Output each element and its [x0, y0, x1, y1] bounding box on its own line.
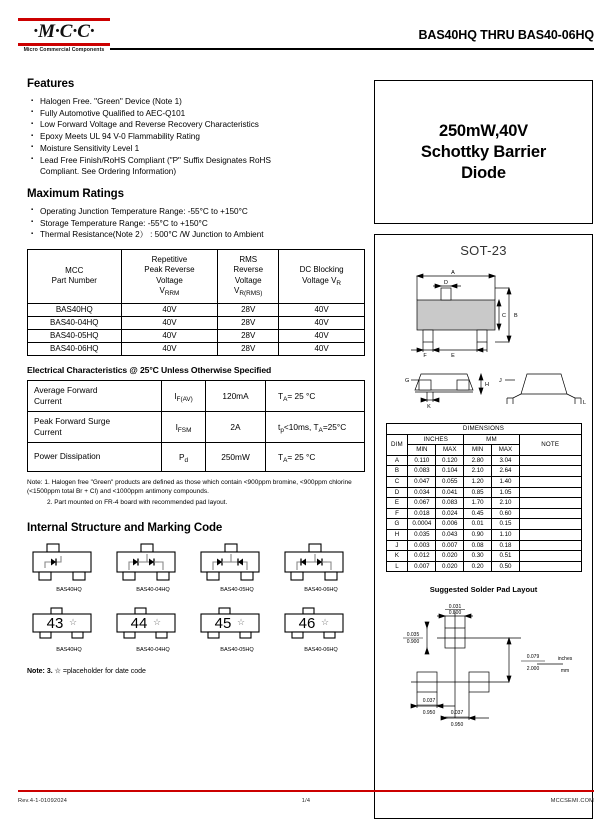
cell-note: [519, 540, 581, 551]
header-note: NOTE: [519, 434, 581, 455]
symbol-base: I: [175, 421, 178, 432]
cond-subscript: A: [283, 456, 288, 464]
header-line: Reverse: [233, 265, 264, 275]
cell-vrrm: 40V: [121, 303, 218, 316]
cell-mm-min: 0.30: [464, 551, 492, 562]
header-dim: DIM: [386, 434, 408, 455]
cell-mm-max: 0.60: [492, 508, 520, 519]
cell-part: BAS40HQ: [28, 303, 122, 316]
pad-dim-mm-4: 0.950: [422, 710, 436, 717]
sot23-single-diode-icon: [27, 542, 99, 584]
package-panel: [374, 234, 593, 819]
table-row: [28, 442, 365, 471]
cell-in-max: 0.020: [436, 551, 464, 562]
cell-dim: C: [386, 476, 408, 487]
footnotes: [27, 478, 365, 508]
sot23-common-cathode-icon: [195, 542, 267, 584]
website-url[interactable]: MCCSEMI.COM: [550, 798, 594, 804]
cell-mm-min: 0.90: [464, 529, 492, 540]
table-row: [386, 455, 581, 466]
table-row: [386, 498, 581, 509]
cell-note: [519, 529, 581, 540]
header-line: DC Blocking: [299, 265, 344, 275]
cell-symbol: [162, 380, 206, 411]
symbol-subscript: R(RMS): [239, 290, 263, 298]
cell-in-max: 0.083: [436, 498, 464, 509]
cell-vrms: 28V: [218, 316, 279, 329]
cell-mm-min: 0.08: [464, 540, 492, 551]
cell-note: [519, 519, 581, 530]
note-1: Note: 1. Halogen free "Green" products are defined as those which contain <900ppm bromine, <900ppm chlorine (<1500ppm total Br + Cl) and <1000ppm antimony compounds.: [27, 478, 352, 495]
cell-in-min: 0.007: [408, 561, 436, 572]
header-mm-min: MIN: [464, 445, 492, 456]
cell-vrms: 28V: [218, 329, 279, 342]
pad-dim-inch-5: 0.037: [450, 710, 464, 717]
cell-mm-max: 2.64: [492, 466, 520, 477]
unit-label-inches: inches: [557, 656, 573, 663]
pad-dim-mm-3: 2.000: [526, 666, 540, 673]
cell-in-min: 0.012: [408, 551, 436, 562]
cond-rest: = 25 °C: [287, 390, 316, 401]
cell-dim: J: [386, 540, 408, 551]
cell-part: BAS40-06HQ: [28, 342, 122, 355]
cell-vr: 40V: [279, 329, 365, 342]
structure-caption: BAS40-04HQ: [136, 586, 170, 593]
param-line2: Current: [34, 395, 62, 406]
sot23-marking-icon: [111, 607, 183, 643]
cell-part: BAS40-05HQ: [28, 329, 122, 342]
symbol-subscript: FSM: [177, 426, 192, 434]
cell-dim: D: [386, 487, 408, 498]
date-code-placeholder-icon: ☆: [152, 616, 162, 627]
cond-base: T: [278, 390, 284, 401]
cell-in-min: 0.067: [408, 498, 436, 509]
dim-label-C: C: [502, 313, 506, 319]
table-row: [386, 519, 581, 530]
structure-caption: BAS40-06HQ: [304, 586, 338, 593]
dim-label-J: J: [499, 378, 502, 384]
table-row: [386, 466, 581, 477]
header-divider: [110, 48, 594, 50]
dim-label-H: H: [485, 382, 489, 388]
table-row: [386, 551, 581, 562]
cell-mm-max: 2.10: [492, 498, 520, 509]
cell-dim: A: [386, 455, 408, 466]
dim-label-B: B: [514, 313, 518, 319]
cell-vrrm: 40V: [121, 342, 218, 355]
cell-dim: H: [386, 529, 408, 540]
product-title-line2: Schottky Barrier: [420, 142, 547, 161]
marking-46: [279, 607, 363, 653]
structure-caption: BAS40-05HQ: [220, 586, 254, 593]
product-title: [421, 121, 546, 184]
sot23-marking-icon: [195, 607, 267, 643]
cell-in-min: 0.083: [408, 466, 436, 477]
symbol-v: V: [234, 286, 240, 296]
sot23-common-anode-icon: [279, 542, 351, 584]
param-line1: Average Forward: [34, 384, 98, 395]
product-title-panel: [374, 80, 593, 224]
cell-mm-max: 1.05: [492, 487, 520, 498]
page-header: [0, 0, 612, 66]
cell-vr: 40V: [279, 303, 365, 316]
cell-value: 250mW: [206, 442, 266, 471]
max-rating-item: ▪ Operating Junction Temperature Range: -55°C to +150°C: [31, 206, 365, 217]
header-line: Repetitive: [151, 254, 188, 264]
cell-note: [519, 455, 581, 466]
cell-value: 120mA: [206, 380, 266, 411]
cell-in-max: 0.120: [436, 455, 464, 466]
marking-caption: BAS40-06HQ: [304, 646, 338, 653]
cell-in-min: 0.034: [408, 487, 436, 498]
max-ratings-list: [31, 206, 365, 241]
cell-in-max: 0.041: [436, 487, 464, 498]
cond-base: T: [278, 451, 284, 462]
symbol-base: P: [178, 451, 185, 462]
logo-bar-bottom: [18, 43, 110, 46]
pad-dim-inch-1: 0.031: [448, 604, 462, 611]
dim-label-D: D: [444, 280, 448, 286]
pad-dim-mm-1: 0.800: [448, 610, 462, 617]
table-row: [386, 487, 581, 498]
solder-pad-title: Suggested Solder Pad Layout: [429, 585, 538, 595]
cell-mm-max: 3.04: [492, 455, 520, 466]
product-title-line1: 250mW,40V: [438, 121, 528, 140]
param-line2: Current: [34, 426, 62, 437]
cell-in-min: 0.047: [408, 476, 436, 487]
header-in-max: MAX: [436, 445, 464, 456]
cell-in-min: 0.018: [408, 508, 436, 519]
table-row: [386, 508, 581, 519]
structure-common-cathode: [195, 542, 279, 593]
note-3: [27, 667, 365, 675]
cell-condition: [266, 380, 365, 411]
structure-single: [27, 542, 111, 593]
date-code-symbol-icon: ☆: [54, 667, 61, 675]
cell-in-max: 0.055: [436, 476, 464, 487]
symbol-subscript: F(AV): [176, 395, 193, 403]
marking-code-diagrams: [27, 607, 365, 653]
cell-mm-min: 0.45: [464, 508, 492, 519]
cell-mm-min: 0.01: [464, 519, 492, 530]
cell-note: [519, 487, 581, 498]
electrical-characteristics-table: [27, 380, 365, 472]
pad-dim-mm-2: 0.900: [406, 639, 420, 646]
cell-parameter: [28, 380, 162, 411]
table-row: [28, 303, 365, 316]
table-row: [386, 476, 581, 487]
table-row: [386, 561, 581, 572]
cond-subscript: p: [280, 426, 284, 434]
note3-prefix: Note: 3.: [27, 667, 53, 675]
marking-text: 43: [46, 614, 64, 632]
cell-mm-max: 1.10: [492, 529, 520, 540]
part-range-title: BAS40HQ THRU BAS40-06HQ: [418, 28, 594, 42]
cell-in-min: 0.035: [408, 529, 436, 540]
cell-mm-min: 2.80: [464, 455, 492, 466]
structure-common-anode: [279, 542, 363, 593]
cond-subscript2: A: [318, 426, 323, 434]
header-line: Voltage: [156, 275, 183, 285]
cell-vr: 40V: [279, 342, 365, 355]
cell-mm-min: 1.20: [464, 476, 492, 487]
cell-note: [519, 561, 581, 572]
left-content-column: [27, 78, 365, 675]
symbol-subscript: RRM: [164, 290, 180, 298]
header-line: Peak Reverse: [144, 265, 195, 275]
max-rating-item: ▪ Thermal Resistance(Note 2） : 500°C /W Junction to Ambient: [31, 229, 365, 240]
cell-dim: F: [386, 508, 408, 519]
cell-note: [519, 466, 581, 477]
cell-mm-min: 2.10: [464, 466, 492, 477]
table-row: [386, 529, 581, 540]
cell-in-max: 0.020: [436, 561, 464, 572]
right-content-column: [374, 80, 593, 819]
pad-dim-mm-5: 0.950: [450, 722, 464, 729]
date-code-placeholder-icon: ☆: [68, 616, 78, 627]
marking-caption: BAS40-05HQ: [220, 646, 254, 653]
feature-item-line1: Lead Free Finish/RoHS Compliant ("P" Suffix Designates RoHS: [40, 155, 271, 165]
table-row: [28, 411, 365, 442]
feature-item: ▪ Low Forward Voltage and Reverse Recovery Characteristics: [31, 119, 365, 130]
date-code-placeholder-icon: ☆: [236, 616, 246, 627]
features-heading: Features: [27, 78, 75, 90]
header-inches: INCHES: [408, 434, 464, 445]
package-outline-drawings: [381, 262, 586, 417]
cell-value: 2A: [206, 411, 266, 442]
cell-mm-max: 0.51: [492, 551, 520, 562]
pad-dim-inch-4: 0.037: [422, 698, 436, 705]
cell-mm-max: 0.15: [492, 519, 520, 530]
table-header-row: [28, 249, 365, 303]
product-title-line3: Diode: [461, 163, 506, 182]
cell-parameter: Power Dissipation: [28, 442, 162, 471]
package-name: SOT-23: [460, 243, 507, 258]
header-line: RMS: [239, 254, 258, 264]
cell-vrrm: 40V: [121, 316, 218, 329]
cell-note: [519, 551, 581, 562]
footer-divider: [18, 790, 594, 792]
cell-note: [519, 498, 581, 509]
cell-dim: K: [386, 551, 408, 562]
table-row: [28, 316, 365, 329]
marking-caption: BAS40-04HQ: [136, 646, 170, 653]
symbol-v: V: [159, 286, 165, 296]
param-line1: Peak Forward Surge: [34, 415, 111, 426]
feature-item: ▪ Epoxy Meets UL 94 V-0 Flammability Rating: [31, 131, 365, 142]
note3-text: =placeholder for date code: [62, 667, 146, 675]
feature-item: [31, 155, 365, 177]
dim-label-G: G: [405, 378, 410, 384]
marking-44: [111, 607, 195, 653]
dim-label-F: F: [423, 353, 427, 359]
feature-item: ▪ Moisture Sensitivity Level 1: [31, 143, 365, 154]
mcc-logo: [18, 18, 118, 53]
header-line: Voltage V: [302, 275, 337, 285]
electrical-characteristics-title: Electrical Characteristics @ 25°C Unless Otherwise Specified: [27, 364, 272, 375]
cell-mm-min: 0.20: [464, 561, 492, 572]
symbol-base: I: [174, 390, 177, 401]
marking-45: [195, 607, 279, 653]
marking-43: [27, 607, 111, 653]
cell-in-min: 0.003: [408, 540, 436, 551]
header-mm-max: MAX: [492, 445, 520, 456]
header-line: Voltage: [234, 275, 262, 285]
date-code-placeholder-icon: ☆: [320, 616, 330, 627]
col-vrms: [218, 249, 279, 303]
pad-dim-inch-3: 0.079: [526, 654, 540, 661]
logo-tagline: Micro Commercial Components: [23, 47, 105, 53]
dimensions-title-row: [386, 424, 581, 435]
header-line: MCC: [65, 265, 84, 275]
symbol-subscript: R: [336, 279, 342, 287]
cell-part: BAS40-04HQ: [28, 316, 122, 329]
cell-dim: E: [386, 498, 408, 509]
cell-mm-min: 0.85: [464, 487, 492, 498]
cell-in-max: 0.043: [436, 529, 464, 540]
cell-dim: B: [386, 466, 408, 477]
cell-vr: 40V: [279, 316, 365, 329]
cell-in-max: 0.024: [436, 508, 464, 519]
cell-symbol: [162, 411, 206, 442]
col-part-number: [28, 249, 122, 303]
dimensions-title: DIMENSIONS: [386, 424, 581, 435]
cell-symbol: [162, 442, 206, 471]
header-in-min: MIN: [408, 445, 436, 456]
maximum-ratings-table: [27, 249, 365, 356]
marking-caption: BAS40HQ: [56, 646, 82, 653]
table-row: [28, 342, 365, 355]
cond-subscript: A: [283, 395, 288, 403]
features-list: [31, 96, 365, 177]
marking-text: 46: [298, 614, 316, 632]
sot23-series-diodes-icon: [111, 542, 183, 584]
cell-mm-min: 1.70: [464, 498, 492, 509]
table-row: [28, 329, 365, 342]
header-mm: MM: [464, 434, 520, 445]
cond-rest: <10ms, T: [283, 421, 319, 432]
cell-vrms: 28V: [218, 342, 279, 355]
sot23-marking-icon: [279, 607, 351, 643]
max-rating-item: ▪ Storage Temperature Range: -55°C to +150°C: [31, 218, 365, 229]
logo-wordmark: ·M·C·C·: [33, 21, 95, 42]
cond-rest2: =25°C: [322, 421, 347, 432]
structure-series: [111, 542, 195, 593]
page-number: 1/4: [301, 798, 311, 804]
pad-dim-inch-2: 0.035: [406, 632, 420, 639]
dim-label-A: A: [451, 270, 455, 276]
note-2: 2. Part mounted on FR-4 board with recommended pad layout.: [47, 499, 228, 507]
max-ratings-heading: Maximum Ratings: [27, 187, 124, 200]
internal-structure-heading: Internal Structure and Marking Code: [27, 521, 223, 534]
dim-label-E: E: [451, 353, 455, 359]
cell-in-max: 0.006: [436, 519, 464, 530]
cell-in-min: 0.0004: [408, 519, 436, 530]
table-row: [28, 380, 365, 411]
sot23-marking-icon: [27, 607, 99, 643]
cell-vrms: 28V: [218, 303, 279, 316]
cell-note: [519, 508, 581, 519]
dim-label-K: K: [427, 404, 431, 410]
cell-dim: L: [386, 561, 408, 572]
page-footer: [18, 798, 594, 804]
dimensions-table: [386, 423, 582, 572]
structure-caption: BAS40HQ: [56, 586, 82, 593]
feature-item: ▪ Fully Automotive Qualified to AEC-Q101: [31, 108, 365, 119]
cell-mm-max: 1.40: [492, 476, 520, 487]
header-line: Part Number: [51, 276, 97, 286]
revision-text: Rev.4-1-01092024: [18, 798, 68, 804]
solder-pad-drawing: [381, 598, 586, 736]
unit-label-mm: mm: [560, 668, 570, 675]
cond-rest: = 25 °C: [287, 451, 316, 462]
cell-vrrm: 40V: [121, 329, 218, 342]
dimensions-header-row: [386, 434, 581, 445]
cell-dim: G: [386, 519, 408, 530]
feature-item: ▪ Halogen Free. "Green" Device (Note 1): [31, 96, 365, 107]
cell-mm-max: 0.50: [492, 561, 520, 572]
cell-in-max: 0.104: [436, 466, 464, 477]
cell-condition: [266, 411, 365, 442]
table-row: [386, 540, 581, 551]
dim-label-L: L: [583, 400, 586, 406]
symbol-subscript: d: [184, 456, 189, 464]
marking-text: 45: [214, 614, 232, 632]
cell-note: [519, 476, 581, 487]
marking-text: 44: [130, 614, 148, 632]
cell-mm-max: 0.18: [492, 540, 520, 551]
feature-item-line2: Compliant. See Ordering Information): [40, 166, 177, 176]
col-vr: [279, 249, 365, 303]
internal-structure-diagrams: [27, 542, 365, 593]
cell-parameter: [28, 411, 162, 442]
col-vrrm: [121, 249, 218, 303]
cond-base: t: [278, 421, 281, 432]
cell-in-min: 0.110: [408, 455, 436, 466]
cell-condition: [266, 442, 365, 471]
cell-in-max: 0.007: [436, 540, 464, 551]
